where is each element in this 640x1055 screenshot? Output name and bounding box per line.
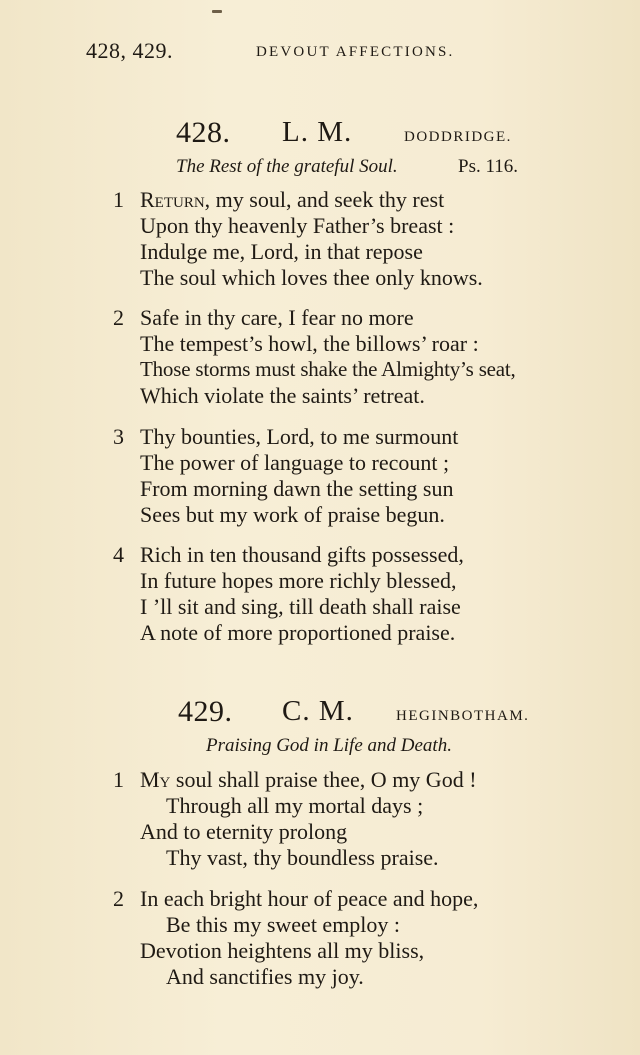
hymn-meter: L. M. xyxy=(282,116,353,148)
line-rest: my soul, and seek thy rest xyxy=(210,187,445,212)
stanza-number: 3 xyxy=(113,424,124,449)
stanza-number: 4 xyxy=(113,542,124,567)
stanza-number: 1 xyxy=(113,767,124,792)
verse-line: And sanctifies my joy. xyxy=(166,964,364,989)
verse-line: Sees but my work of praise begun. xyxy=(140,502,445,527)
hymn-429 xyxy=(0,695,640,989)
verse-line: The soul which loves thee only knows. xyxy=(140,265,483,290)
stanza-number: 1 xyxy=(113,187,124,212)
stanza-number: 2 xyxy=(113,305,124,330)
verse-line: Those storms must shake the Almighty’s seat, xyxy=(140,357,516,381)
verse-line: And to eternity prolong xyxy=(140,819,348,844)
hymn-number: 428. xyxy=(176,116,231,149)
verse-line: A note of more proportioned praise. xyxy=(140,620,456,645)
hymn-number: 429. xyxy=(178,695,233,728)
hymn-author: HEGINBOTHAM. xyxy=(396,708,530,724)
hymn-428 xyxy=(0,112,640,645)
verse-line: Thy vast, thy boundless praise. xyxy=(166,845,439,870)
verse-line: Indulge me, Lord, in that repose xyxy=(140,239,423,264)
verse-line: In future hopes more richly blessed, xyxy=(140,568,457,593)
first-word: Return, xyxy=(140,187,211,212)
verse-line: The tempest’s howl, the billows’ roar : xyxy=(140,331,479,356)
running-title: DEVOUT AFFECTIONS. xyxy=(256,44,455,60)
verse-line: Which violate the saints’ retreat. xyxy=(140,383,425,408)
verse-line: In each bright hour of peace and hope, xyxy=(140,886,479,911)
verse-line: Be this my sweet employ : xyxy=(166,912,401,937)
verse-line xyxy=(140,767,477,793)
verse-line: Rich in ten thousand gifts possessed, xyxy=(140,542,464,567)
hymn-heading xyxy=(0,695,640,739)
hymn-subtitle: Praising God in Life and Death. xyxy=(206,735,452,756)
stanza-number: 2 xyxy=(113,886,124,911)
hymn-heading xyxy=(0,112,640,156)
verse-line: Devotion heightens all my bliss, xyxy=(140,938,425,963)
verse-line: Thy bounties, Lord, to me surmount xyxy=(140,424,459,449)
verse-line: Safe in thy care, I fear no more xyxy=(140,305,414,330)
verse-line: The power of language to recount ; xyxy=(140,450,450,475)
hymn-author: DODDRIDGE. xyxy=(404,129,512,145)
first-word: My xyxy=(140,767,171,792)
page-numbers: 428, 429. xyxy=(86,38,173,63)
verse-line: Through all my mortal days ; xyxy=(166,793,424,818)
verse-line xyxy=(140,187,444,213)
verse-line: I ’ll sit and sing, till death shall raise xyxy=(140,594,461,619)
verse-line: Upon thy heavenly Father’s breast : xyxy=(140,213,455,238)
line-rest: soul shall praise thee, O my God ! xyxy=(170,767,477,792)
psalm-reference: Ps. 116. xyxy=(458,156,519,177)
page-header xyxy=(86,38,556,68)
hymn-subtitle: The Rest of the grateful Soul. xyxy=(176,156,398,177)
hymn-meter: C. M. xyxy=(282,695,354,727)
verse-line: From morning dawn the setting sun xyxy=(140,476,454,501)
ink-mark xyxy=(212,10,222,13)
